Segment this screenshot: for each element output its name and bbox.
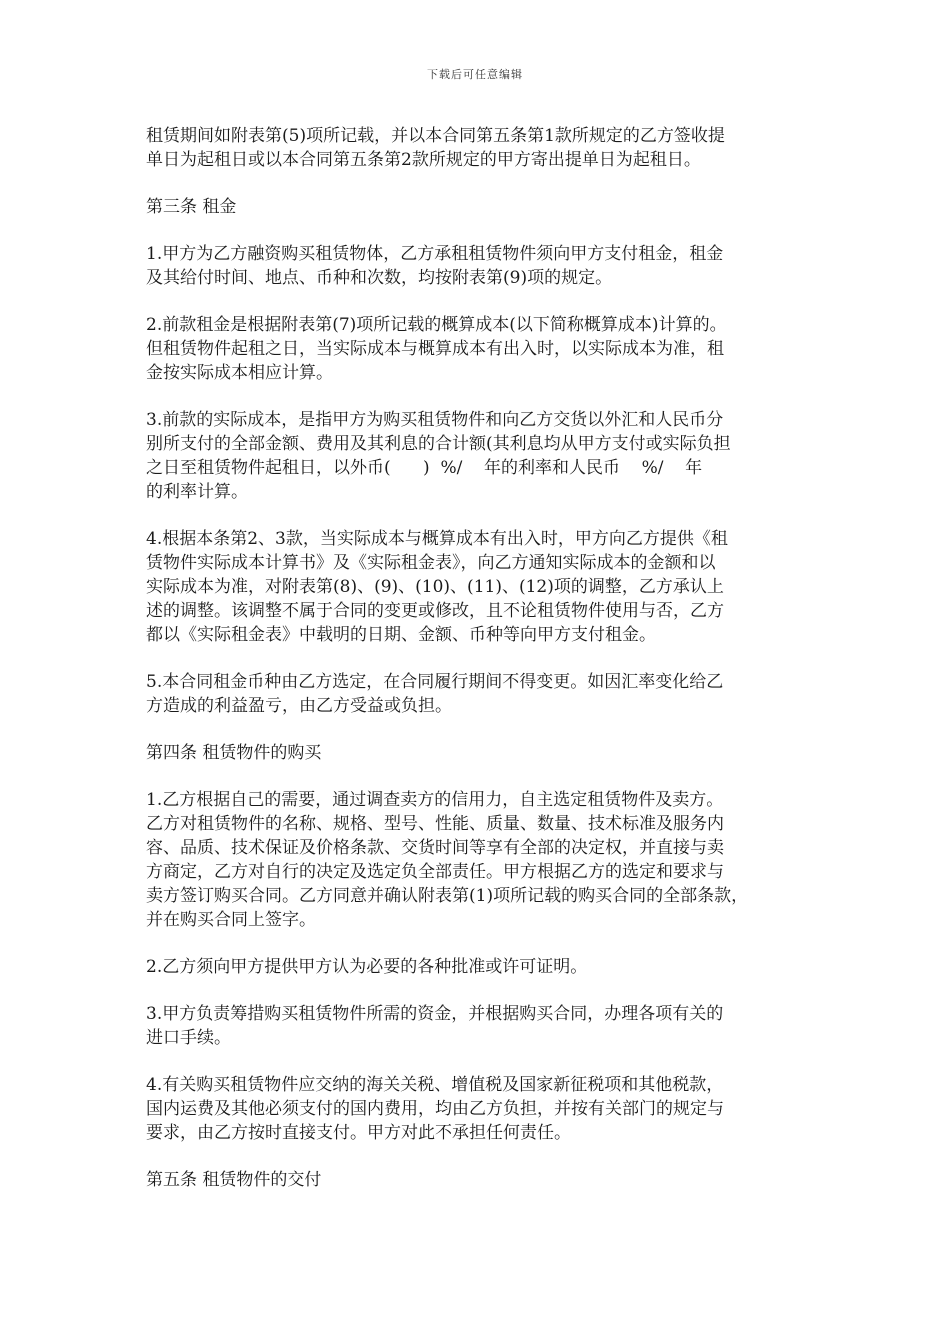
paragraph-line: 别所支付的全部金额、费用及其利息的合计额(其利息均从甲方支付或实际负担 <box>146 434 731 454</box>
paragraph <box>146 1073 818 1145</box>
paragraph-line: 实际成本为准，对附表第(8)、(9)、(10)、(11)、(12)项的调整，乙方承认上 <box>146 577 724 597</box>
paragraph-line: 之日至租赁物件起租日，以外币( ) %/ 年的利率和人民币 %/ 年 <box>146 458 703 478</box>
paragraph <box>146 955 818 979</box>
paragraph <box>146 242 818 290</box>
paragraph-line: 租赁期间如附表第(5)项所记载，并以本合同第五条第1款所规定的乙方签收提 <box>146 126 725 146</box>
paragraph-line: 述的调整。该调整不属于合同的变更或修改，且不论租赁物件使用与否，乙方 <box>146 601 724 621</box>
paragraph-line: 2.前款租金是根据附表第(7)项所记载的概算成本(以下简称概算成本)计算的。 <box>146 315 727 335</box>
section-heading: 第五条 租赁物件的交付 <box>146 1170 322 1190</box>
paragraph-line: 赁物件实际成本计算书》及《实际租金表》，向乙方通知实际成本的金额和以 <box>146 553 716 573</box>
paragraph-line: 1.乙方根据自己的需要，通过调查卖方的信用力，自主选定租赁物件及卖方。 <box>146 790 724 810</box>
paragraph-line: 及其给付时间、地点、币种和次数，均按附表第(9)项的规定。 <box>146 268 613 288</box>
paragraph-line: 卖方签订购买合同。乙方同意并确认附表第(1)项所记载的购买合同的全部条款， <box>146 886 749 906</box>
paragraph-line: 国内运费及其他必须支付的国内费用，均由乙方负担，并按有关部门的规定与 <box>146 1099 724 1119</box>
paragraph-line: 进口手续。 <box>146 1028 231 1048</box>
paragraph-line: 但租赁物件起租之日，当实际成本与概算成本有出入时，以实际成本为准，租 <box>146 339 724 359</box>
paragraph-line: 3.甲方负责筹措购买租赁物件所需的资金，并根据购买合同，办理各项有关的 <box>146 1004 724 1024</box>
section-heading: 第四条 租赁物件的购买 <box>146 743 322 763</box>
paragraph-line: 的利率计算。 <box>146 482 248 502</box>
section-heading: 第三条 租金 <box>146 197 237 217</box>
paragraph-line: 4.根据本条第2、3款，当实际成本与概算成本有出入时，甲方向乙方提供《租 <box>146 529 728 549</box>
paragraph-line: 3.前款的实际成本，是指甲方为购买租赁物件和向乙方交货以外汇和人民币分 <box>146 410 724 430</box>
paragraph-line: 金按实际成本相应计算。 <box>146 363 333 383</box>
paragraph-line: 5.本合同租金币种由乙方选定，在合同履行期间不得变更。如因汇率变化给乙 <box>146 672 724 692</box>
page-header-note: 下载后可任意编辑 <box>427 68 523 81</box>
paragraph-line: 容、品质、技术保证及价格条款、交货时间等享有全部的决定权，并直接与卖 <box>146 838 724 858</box>
paragraph-line: 方商定，乙方对自行的决定及选定负全部责任。甲方根据乙方的选定和要求与 <box>146 862 724 882</box>
paragraph-line: 乙方对租赁物件的名称、规格、型号、性能、质量、数量、技术标准及服务内 <box>146 814 724 834</box>
paragraph <box>146 124 818 172</box>
paragraph-line: 4.有关购买租赁物件应交纳的海关关税、增值税及国家新征税项和其他税款， <box>146 1075 724 1095</box>
paragraph-line: 并在购买合同上签字。 <box>146 910 316 930</box>
paragraph-line: 单日为起租日或以本合同第五条第2款所规定的甲方寄出提单日为起租日。 <box>146 150 701 170</box>
paragraph <box>146 788 818 932</box>
paragraph <box>146 313 818 385</box>
paragraph <box>146 527 818 647</box>
document-body <box>146 124 818 1215</box>
paragraph-line: 1.甲方为乙方融资购买租赁物体，乙方承租租赁物件须向甲方支付租金，租金 <box>146 244 724 264</box>
paragraph <box>146 408 818 504</box>
paragraph-line: 要求，由乙方按时直接支付。甲方对此不承担任何责任。 <box>146 1123 571 1143</box>
paragraph-line: 方造成的利益盈亏，由乙方受益或负担。 <box>146 696 452 716</box>
paragraph <box>146 670 818 718</box>
paragraph <box>146 1002 818 1050</box>
paragraph-line: 2.乙方须向甲方提供甲方认为必要的各种批准或许可证明。 <box>146 957 588 977</box>
paragraph-line: 都以《实际租金表》中载明的日期、金额、币种等向甲方支付租金。 <box>146 625 656 645</box>
